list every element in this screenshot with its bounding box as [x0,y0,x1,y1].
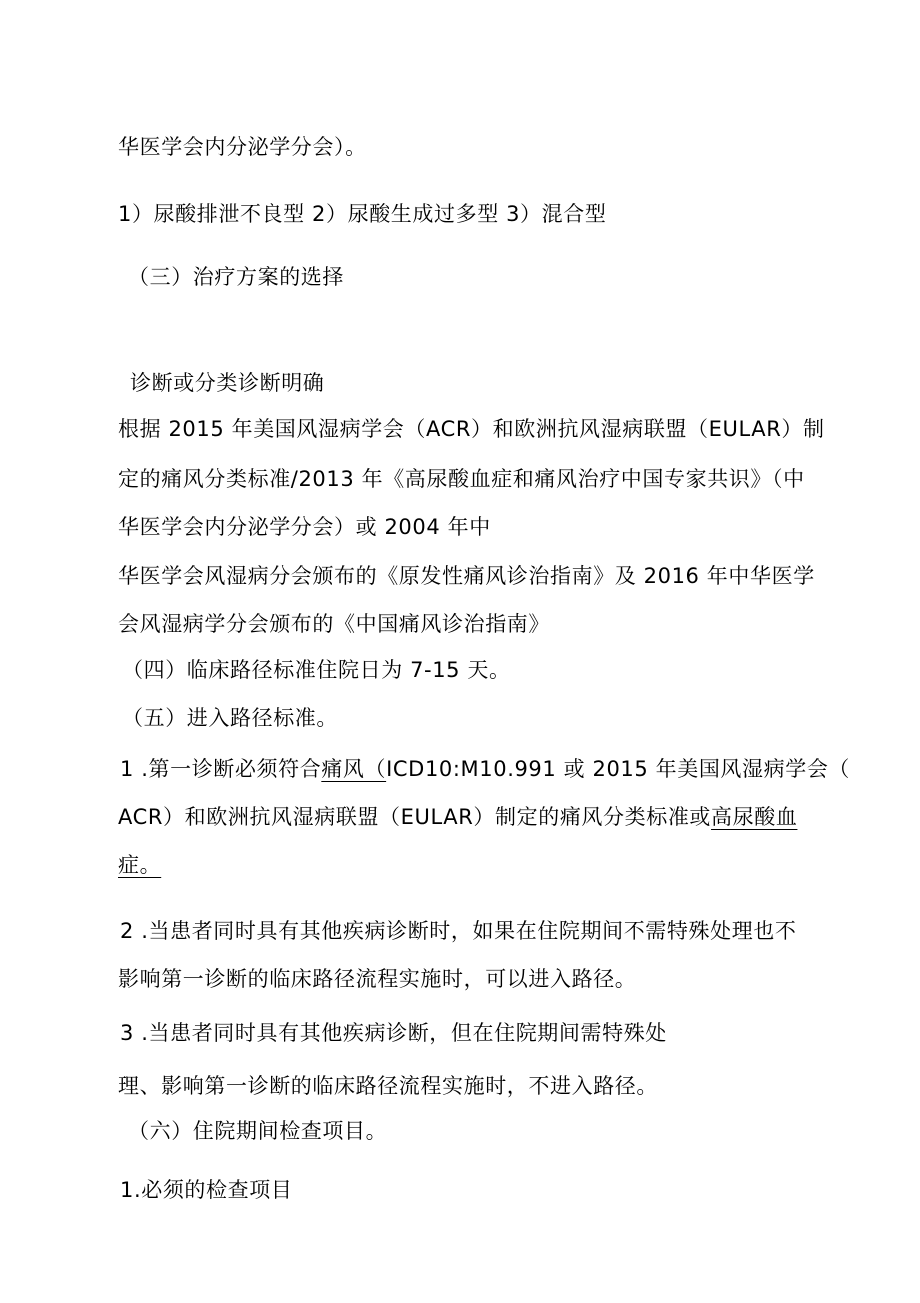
basis-line-5: 会风湿病学分会颁布的《中国痛风诊治指南》 [118,612,550,636]
criteria-item-3-line-2: 理、影响第一诊断的临床路径流程实施时，不进入路径。 [118,1074,658,1098]
criteria-item-1-prefix: 1 .第一诊断必须符合 [120,757,322,781]
diagnosis-clear-heading: 诊断或分类诊断明确 [130,371,325,395]
criteria-item-2-line-2: 影响第一诊断的临床路径流程实施时，可以进入路径。 [118,967,637,991]
section-heading-6: （六）住院期间检查项目。 [128,1119,388,1143]
hyperuricemia-term-end: 症。 [118,853,162,877]
basis-line-1: 根据 2015 年美国风湿病学会（ACR）和欧洲抗风湿病联盟（EULAR）制 [118,417,825,441]
basis-line-3: 华医学会内分泌学分会）或 2004 年中 [118,515,491,539]
basis-line-2: 定的痛风分类标准/2013 年《高尿酸血症和痛风治疗中国专家共识》（中 [118,467,805,491]
criteria-item-1-code: ICD10:M10.991 或 2015 年美国风湿病学会（ [386,757,851,781]
gout-type-list: 1）尿酸排泄不良型 2）尿酸生成过多型 3）混合型 [118,202,607,226]
criteria-item-1-line-1 [120,756,850,782]
section-heading-4: （四）临床路径标准住院日为 7-15 天。 [122,658,511,682]
section-heading-5: （五）进入路径标准。 [122,706,338,730]
gout-term: 痛风（ [321,757,387,781]
criteria-item-1-line-3 [118,852,177,878]
required-tests-heading: 1.必须的检查项目 [120,1178,293,1202]
hyperuricemia-term: 高尿酸血 [711,805,798,829]
section-heading-3: （三）治疗方案的选择 [128,265,344,289]
basis-line-4: 华医学会风湿病分会颁布的《原发性痛风诊治指南》及 2016 年中华医学 [118,564,815,588]
criteria-item-3-line-1: 3 .当患者同时具有其他疾病诊断，但在住院期间需特殊处 [120,1021,667,1045]
criteria-item-2-line-1: 2 .当患者同时具有其他疾病诊断时，如果在住院期间不需特殊处理也不 [120,919,797,943]
paragraph-continuation: 华医学会内分泌学分会）。 [118,135,367,159]
criteria-item-1-standard: ACR）和欧洲抗风湿病联盟（EULAR）制定的痛风分类标准或 [118,805,712,829]
criteria-item-1-line-2 [118,804,797,830]
